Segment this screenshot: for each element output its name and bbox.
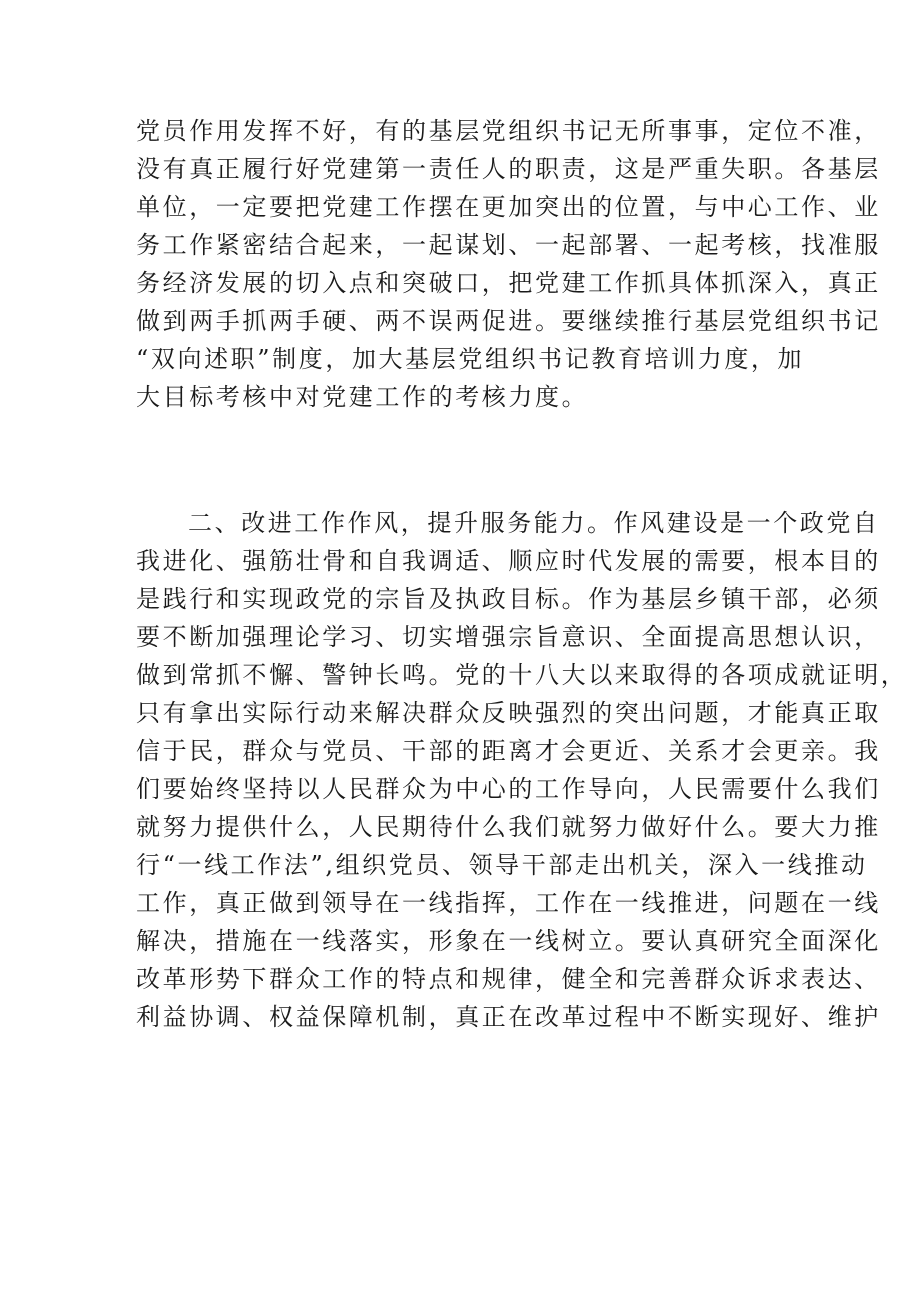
paragraph-line: 们要始终坚持以人民群众为中心的工作导向，人民需要什么我们: [136, 775, 881, 803]
paragraph-line: 就努力提供什么，人民期待什么我们就努力做好什么。要大力推: [136, 813, 881, 841]
paragraph-line: 做到常抓不懈、警钟长鸣。党的十八大以来取得的各项成就证明，: [136, 661, 908, 689]
paragraph-line: 解决，措施在一线落实，形象在一线树立。要认真研究全面深化: [136, 927, 881, 955]
paragraph-2: [136, 504, 908, 1036]
paragraph-1: [136, 112, 881, 416]
paragraph-line: 信于民，群众与党员、干部的距离才会更近、关系才会更亲。我: [136, 737, 881, 765]
paragraph-line: 工作，真正做到领导在一线指挥，工作在一线推进，问题在一线: [136, 889, 881, 917]
paragraph-line: 做到两手抓两手硬、两不误两促进。要继续推行基层党组织书记: [136, 307, 881, 335]
paragraph-line: 只有拿出实际行动来解决群众反映强烈的突出问题，才能真正取: [136, 699, 881, 727]
paragraph-line: 利益协调、权益保障机制，真正在改革过程中不断实现好、维护: [136, 1003, 881, 1031]
paragraph-line: 我进化、强筋壮骨和自我调适、顺应时代发展的需要，根本目的: [136, 547, 881, 575]
paragraph-line: 行“一线工作法”,组织党员、领导干部走出机关，深入一线推动: [136, 851, 868, 879]
paragraph-line: 务经济发展的切入点和突破口，把党建工作抓具体抓深入，真正: [136, 269, 881, 297]
paragraph-line: 没有真正履行好党建第一责任人的职责，这是严重失职。各基层: [136, 155, 881, 183]
paragraph-line: 要不断加强理论学习、切实增强宗旨意识、全面提高思想认识，: [136, 623, 881, 651]
paragraph-line: 大目标考核中对党建工作的考核力度。: [136, 383, 589, 411]
paragraph-line: 二、改进工作作风，提升服务能力。作风建设是一个政党自: [188, 509, 880, 537]
paragraph-line: “双向述职”制度，加大基层党组织书记教育培训力度，加: [136, 345, 805, 373]
paragraph-line: 是践行和实现政党的宗旨及执政目标。作为基层乡镇干部，必须: [136, 585, 881, 613]
paragraph-line: 改革形势下群众工作的特点和规律，健全和完善群众诉求表达、: [136, 965, 881, 993]
paragraph-line: 党员作用发挥不好，有的基层党组织书记无所事事，定位不准，: [136, 117, 881, 145]
paragraph-line: 单位，一定要把党建工作摆在更加突出的位置，与中心工作、业: [136, 193, 881, 221]
paragraph-line: 务工作紧密结合起来，一起谋划、一起部署、一起考核，找准服: [136, 231, 881, 259]
